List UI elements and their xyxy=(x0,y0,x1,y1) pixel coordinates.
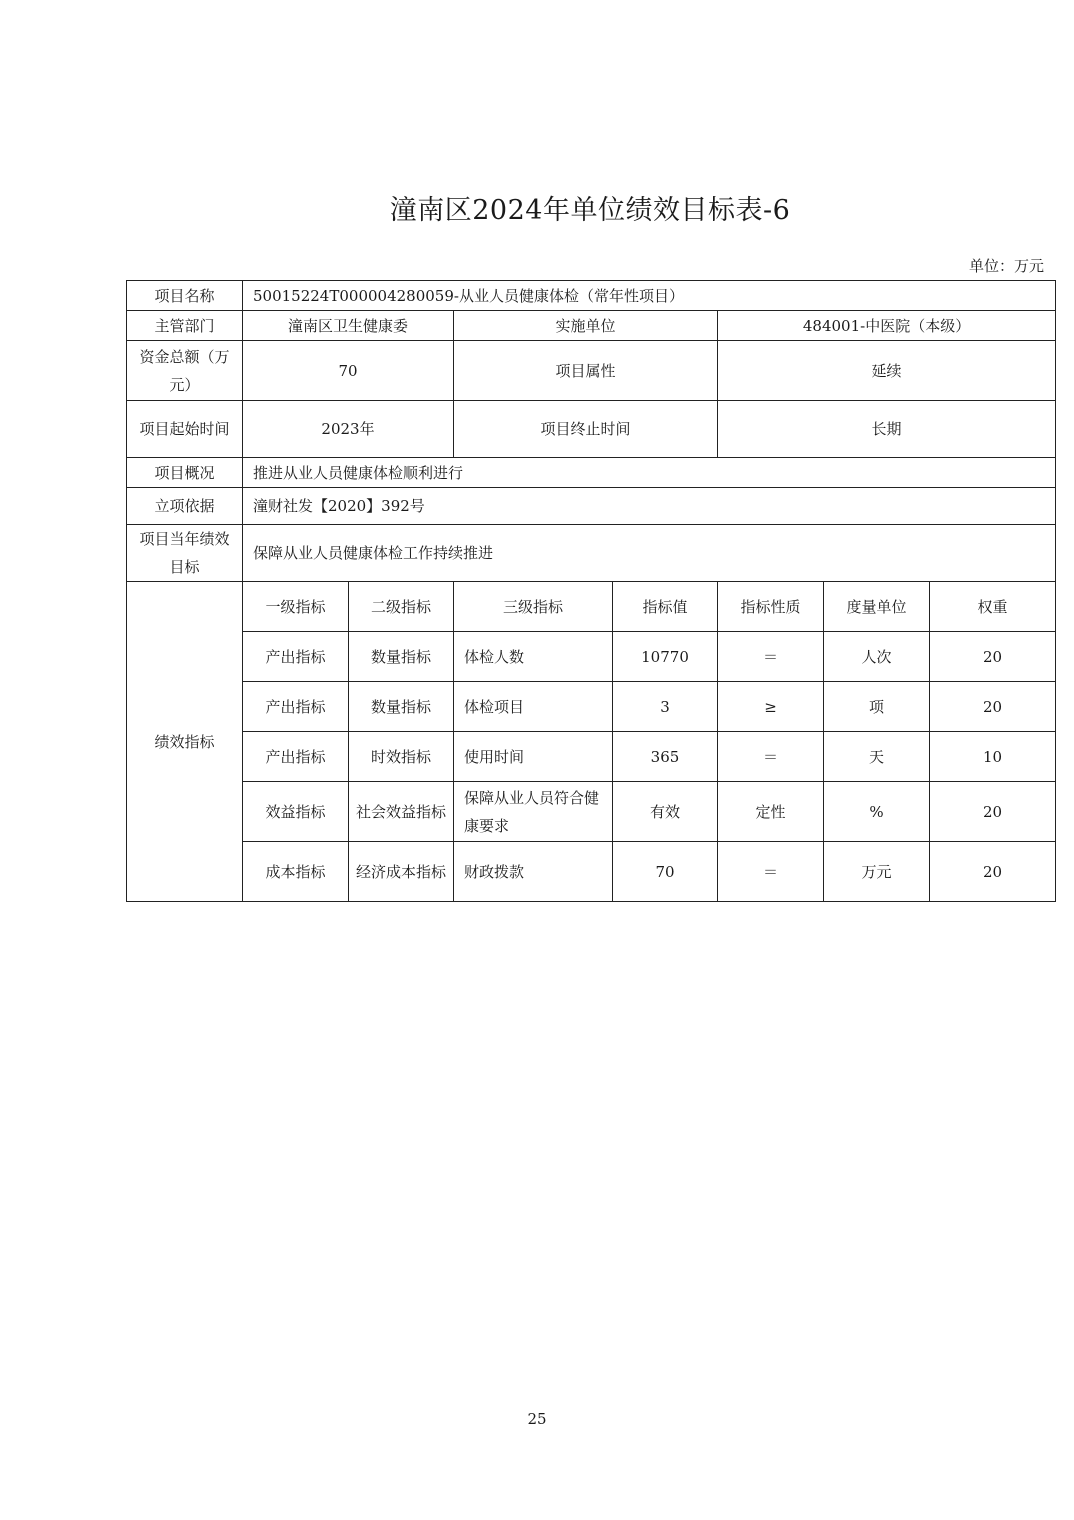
table-row xyxy=(127,732,1056,782)
row-department xyxy=(127,311,1056,341)
cell-level3: 体检项目 xyxy=(454,682,613,732)
cell-nature: ＝ xyxy=(718,842,824,902)
row-project-name xyxy=(127,281,1056,311)
cell-level2: 社会效益指标 xyxy=(349,782,454,842)
row-overview xyxy=(127,458,1056,488)
cell-level2: 数量指标 xyxy=(349,632,454,682)
table-row xyxy=(127,682,1056,732)
header-level1: 一级指标 xyxy=(243,582,349,632)
cell-nature: ＝ xyxy=(718,732,824,782)
label-overview: 项目概况 xyxy=(127,458,243,488)
cell-level1: 产出指标 xyxy=(243,682,349,732)
indicator-header-row xyxy=(127,582,1056,632)
label-implementing-unit: 实施单位 xyxy=(454,311,718,341)
value-overview: 推进从业人员健康体检顺利进行 xyxy=(243,458,1056,488)
cell-nature: ≥ xyxy=(718,682,824,732)
value-annual-goal: 保障从业人员健康体检工作持续推进 xyxy=(243,525,1056,582)
cell-unit: 万元 xyxy=(824,842,930,902)
cell-level2: 经济成本指标 xyxy=(349,842,454,902)
cell-nature: ＝ xyxy=(718,632,824,682)
cell-unit: 天 xyxy=(824,732,930,782)
cell-unit: 人次 xyxy=(824,632,930,682)
cell-level3: 保障从业人员符合健康要求 xyxy=(454,782,613,842)
page-title: 潼南区2024年单位绩效目标表-6 xyxy=(389,195,791,226)
cell-level1: 效益指标 xyxy=(243,782,349,842)
cell-value: 有效 xyxy=(613,782,718,842)
cell-level3: 财政拨款 xyxy=(454,842,613,902)
header-level2: 二级指标 xyxy=(349,582,454,632)
table-row xyxy=(127,632,1056,682)
label-department: 主管部门 xyxy=(127,311,243,341)
cell-value: 10770 xyxy=(613,632,718,682)
label-total-fund: 资金总额（万元） xyxy=(127,341,243,401)
label-basis: 立项依据 xyxy=(127,488,243,525)
row-fund xyxy=(127,341,1056,401)
value-department: 潼南区卫生健康委 xyxy=(243,311,454,341)
cell-weight: 20 xyxy=(930,682,1056,732)
cell-weight: 10 xyxy=(930,732,1056,782)
cell-level3: 体检人数 xyxy=(454,632,613,682)
label-start-time: 项目起始时间 xyxy=(127,401,243,458)
cell-nature: 定性 xyxy=(718,782,824,842)
value-implementing-unit: 484001-中医院（本级） xyxy=(718,311,1056,341)
cell-value: 365 xyxy=(613,732,718,782)
cell-weight: 20 xyxy=(930,782,1056,842)
row-annual-goal xyxy=(127,525,1056,582)
header-unit: 度量单位 xyxy=(824,582,930,632)
label-indicators: 绩效指标 xyxy=(127,582,243,902)
cell-level1: 产出指标 xyxy=(243,632,349,682)
label-project-name: 项目名称 xyxy=(127,281,243,311)
label-annual-goal: 项目当年绩效目标 xyxy=(127,525,243,582)
performance-goal-table xyxy=(126,280,1056,902)
value-project-attribute: 延续 xyxy=(718,341,1056,401)
cell-unit: 项 xyxy=(824,682,930,732)
cell-unit: % xyxy=(824,782,930,842)
value-start-time: 2023年 xyxy=(243,401,454,458)
cell-weight: 20 xyxy=(930,842,1056,902)
value-basis: 潼财社发【2020】392号 xyxy=(243,488,1056,525)
value-project-name: 50015224T000004280059-从业人员健康体检（常年性项目） xyxy=(243,281,1056,311)
cell-value: 3 xyxy=(613,682,718,732)
label-project-attribute: 项目属性 xyxy=(454,341,718,401)
cell-level1: 成本指标 xyxy=(243,842,349,902)
table-row xyxy=(127,842,1056,902)
cell-weight: 20 xyxy=(930,632,1056,682)
row-basis xyxy=(127,488,1056,525)
header-level3: 三级指标 xyxy=(454,582,613,632)
header-weight: 权重 xyxy=(930,582,1056,632)
cell-level2: 数量指标 xyxy=(349,682,454,732)
header-nature: 指标性质 xyxy=(718,582,824,632)
page-number: 25 xyxy=(527,1410,547,1428)
table-row xyxy=(127,782,1056,842)
cell-level1: 产出指标 xyxy=(243,732,349,782)
label-end-time: 项目终止时间 xyxy=(454,401,718,458)
cell-level3: 使用时间 xyxy=(454,732,613,782)
value-end-time: 长期 xyxy=(718,401,1056,458)
value-total-fund: 70 xyxy=(243,341,454,401)
header-value: 指标值 xyxy=(613,582,718,632)
unit-note: 单位：万元 xyxy=(968,257,1044,275)
cell-level2: 时效指标 xyxy=(349,732,454,782)
cell-value: 70 xyxy=(613,842,718,902)
row-period xyxy=(127,401,1056,458)
